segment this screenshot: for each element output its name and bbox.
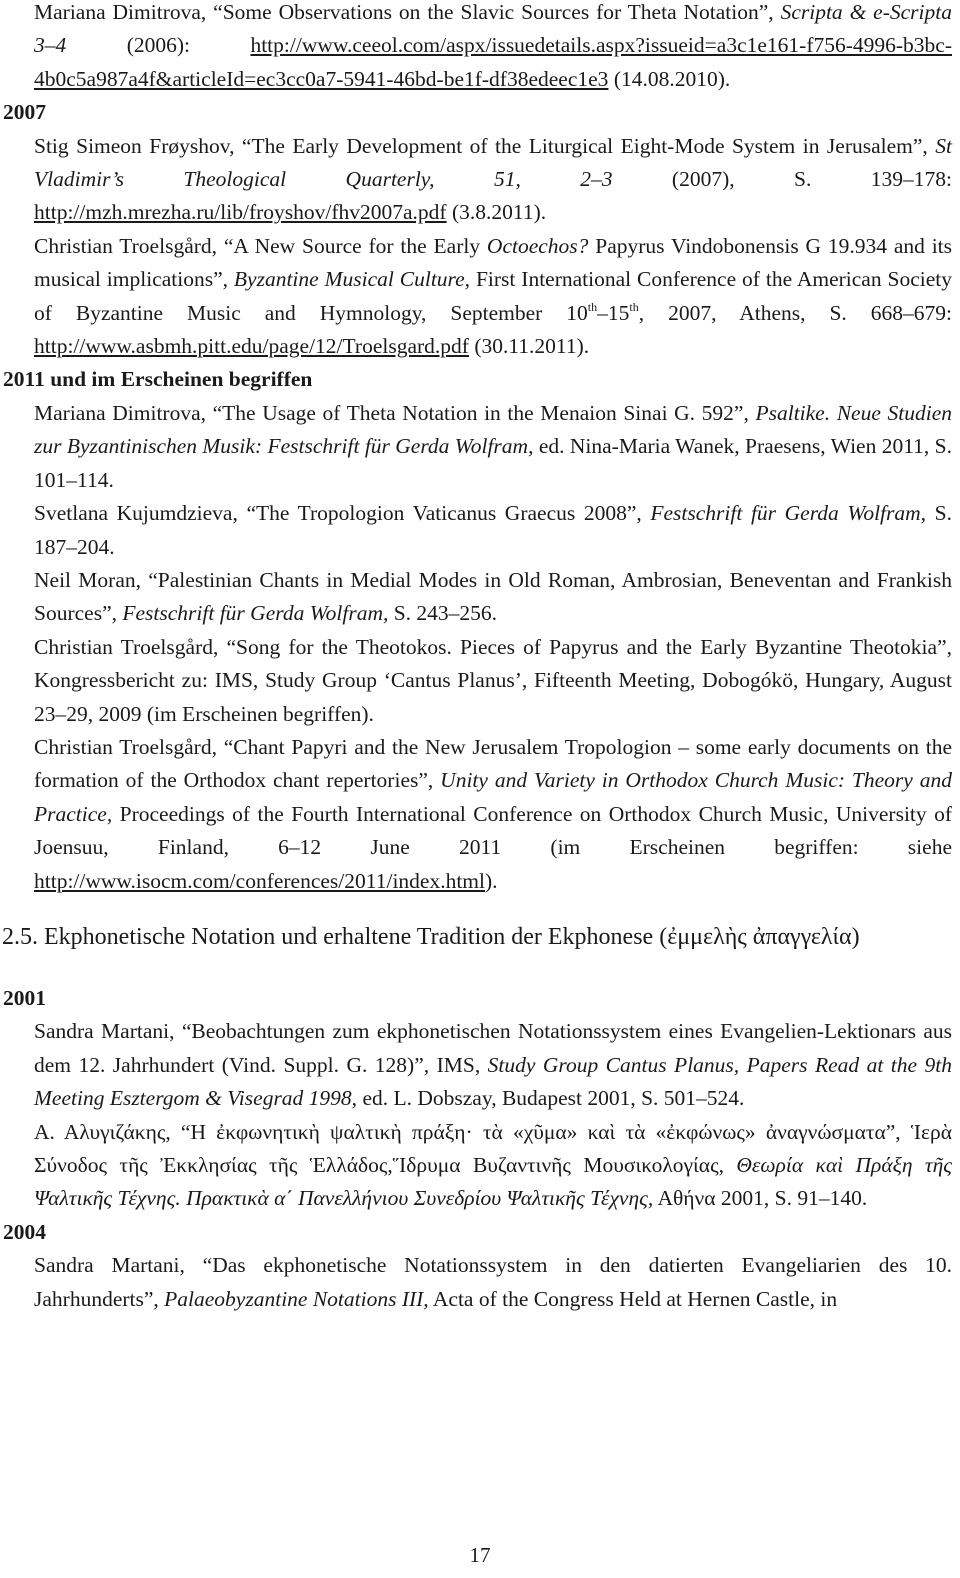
text-run: , 2007, Athens, S. 668–679: xyxy=(638,300,952,325)
italic-text: Festschrift für Gerda Wolfram, xyxy=(122,601,389,626)
link[interactable]: http://mzh.mrezha.ru/lib/froyshov/fhv2007a.pdf xyxy=(34,200,447,225)
text-run: ). xyxy=(485,868,498,893)
year-heading-2004: 2004 xyxy=(3,1219,46,1244)
link[interactable]: http://www.isocm.com/conferences/2011/index.html xyxy=(34,868,486,893)
bibliography-entry xyxy=(0,1015,952,1115)
italic-text: Psaltike. Neue Studien zur Byzantinischen Musik: Festschrift für Gerda Wolfram, xyxy=(34,400,952,459)
text-run: (2006): xyxy=(66,33,251,58)
text-run: S. 187–204. xyxy=(34,501,953,559)
bibliography-entry xyxy=(0,230,952,364)
italic-text: Palaeobyzantine Notations III, xyxy=(164,1286,429,1311)
text-run: Christian Troelsgård, “A New Source for the Early xyxy=(34,233,487,258)
italic-text: Octoechos? xyxy=(486,233,589,258)
bibliography-2006-list xyxy=(0,0,960,96)
text-run: (3.8.2011). xyxy=(446,200,547,225)
year-heading-2007: 2007 xyxy=(3,100,46,125)
bibliography-2001-list xyxy=(0,1015,960,1215)
bibliography-2011-list xyxy=(0,397,960,898)
text-run: S. 243–256. xyxy=(388,601,498,626)
text-run: Papyrus Vindobonensis G 19.934 and its musical implications”, xyxy=(34,233,953,292)
bibliography-entry xyxy=(0,0,952,96)
bibliography-entry xyxy=(0,397,952,497)
text-run: –15 xyxy=(597,300,630,325)
italic-text: Unity and Variety in Orthodox Church Music: Theory and Practice, xyxy=(34,768,952,826)
text-run: Mariana Dimitrova, “Some Observations on the Slavic Sources for Theta Notation”, xyxy=(34,0,781,24)
bibliography-entry xyxy=(0,130,952,230)
year-heading-2001: 2001 xyxy=(3,985,46,1010)
bibliography-entry xyxy=(0,497,952,564)
text-run: ed. L. Dobszay, Budapest 2001, S. 501–524. xyxy=(357,1086,745,1111)
text-run: Sandra Martani, “Das ekphonetische Notationssystem in den datierten Evangeliarien des 10. Jahrhunderts”, xyxy=(34,1253,952,1311)
italic-text: Scripta & e-Scripta 3–4 xyxy=(34,0,952,58)
bibliography-entry xyxy=(0,631,952,731)
text-run: Proceedings of the Fourth International Conference on Orthodox Church Music, University of Joensuu, Finland, 6–12 June 2011 (im Erscheinen begriffen: siehe xyxy=(34,801,952,860)
section-spacer xyxy=(0,954,960,982)
text-run: Neil Moran, “Palestinian Chants in Medial Modes in Old Roman, Ambrosian, Beneventan and Frankish Sources”, xyxy=(34,567,952,626)
text-run: Mariana Dimitrova, “The Usage of Theta Notation in the Menaion Sinai G. 592”, xyxy=(34,400,756,425)
text-run: (14.08.2010). xyxy=(608,66,731,91)
text-run: Christian Troelsgård, “Song for the Theotokos. Pieces of Papyrus and the Early Byzantine Theotokia”, Kongressbericht zu: IMS, Study Group ‘Cantus Planus’, Fifteenth Meeting, Dobogókö, Hungary, August 23–29, 2009 (im Erscheinen begriffen). xyxy=(34,634,952,726)
text-run: ed. Nina-Maria Wanek, Praesens, Wien 2011, S. 101–114. xyxy=(34,434,952,492)
text-run: Sandra Martani, “Beobachtungen zum ekphonetischen Notationssystem eines Evangelien-Lektionars aus dem 12. Jahrhundert (Vind. Suppl. G. 128)”, IMS, xyxy=(34,1019,952,1077)
page-number: 17 xyxy=(469,1543,491,1567)
bibliography-2007-list xyxy=(0,130,960,364)
italic-text: Study Group Cantus Planus, Papers Read at the 9th Meeting Esztergom & Visegrad 1998, xyxy=(34,1052,952,1111)
link[interactable]: http://www.ceeol.com/aspx/issuedetails.aspx?issueid=a3c1e161-f756-4996-b3bc-4b0c5a987a4f&articleId=ec3cc0a7-5941-46bd-be1f-df38edeec1e3 xyxy=(34,33,952,91)
text-run: Acta of the Congress Held at Hernen Castle, in xyxy=(428,1286,838,1311)
italic-text: Festschrift für Gerda Wolfram, xyxy=(650,501,927,526)
text-run: (30.11.2011). xyxy=(468,334,590,359)
bibliography-2004-list xyxy=(0,1249,960,1316)
text-run: Αθήνα 2001, S. 91–140. xyxy=(653,1186,868,1211)
text-run: Svetlana Kujumdzieva, “The Tropologion Vaticanus Graecus 2008”, xyxy=(34,501,651,526)
italic-text: Θεωρία καὶ Πράξη τῆς Ψαλτικῆς Τέχνης. Πρακτικὰ α΄ Πανελλήνιου Συνεδρίου Ψαλτικῆς Τέχνης, xyxy=(34,1153,952,1211)
bibliography-entry xyxy=(0,1116,952,1216)
text-run: First International Conference of the American Society of Byzantine Music and Hymnology, September 10 xyxy=(34,267,952,325)
bibliography-entry xyxy=(0,731,952,898)
section-heading: 2.5. Ekphonetische Notation und erhaltene Tradition der Ekphonese (ἐμμελὴς ἀπαγγελία) xyxy=(2,923,860,950)
bibliography-entry xyxy=(0,1249,952,1316)
link[interactable]: http://www.asbmh.pitt.edu/page/12/Troelsgard.pdf xyxy=(34,334,469,359)
superscript: th xyxy=(587,299,598,314)
text-run: Christian Troelsgård, “Chant Papyri and the New Jerusalem Tropologion – some early documents on the formation of the Orthodox chant repertories”, xyxy=(34,734,952,793)
text-run: (2007), S. 139–178: xyxy=(612,167,953,192)
italic-text: St Vladimir’s Theological Quarterly, 51, 2–3 xyxy=(34,133,952,192)
text-run: Α. Αλυγιζάκης, “Η ἐκφωνητικὴ ψαλτικὴ πράξη· τὰ «χῦμα» καὶ τὰ «ἐκφώνως» ἀναγνώσματα”, Ἱερὰ Σύνοδος τῆς Ἐκκλησίας τῆς Ἑλλάδος,Ἵδρυμα Βυζαντινῆς Μουσικολογίας, xyxy=(34,1119,952,1177)
year-heading-2011: 2011 und im Erscheinen begriffen xyxy=(3,367,313,392)
italic-text: Byzantine Musical Culture, xyxy=(233,267,471,292)
superscript: th xyxy=(629,299,639,314)
text-run: Stig Simeon Frøyshov, “The Early Development of the Liturgical Eight-Mode System in Jerusalem”, xyxy=(34,133,936,158)
bibliography-entry xyxy=(0,564,952,631)
